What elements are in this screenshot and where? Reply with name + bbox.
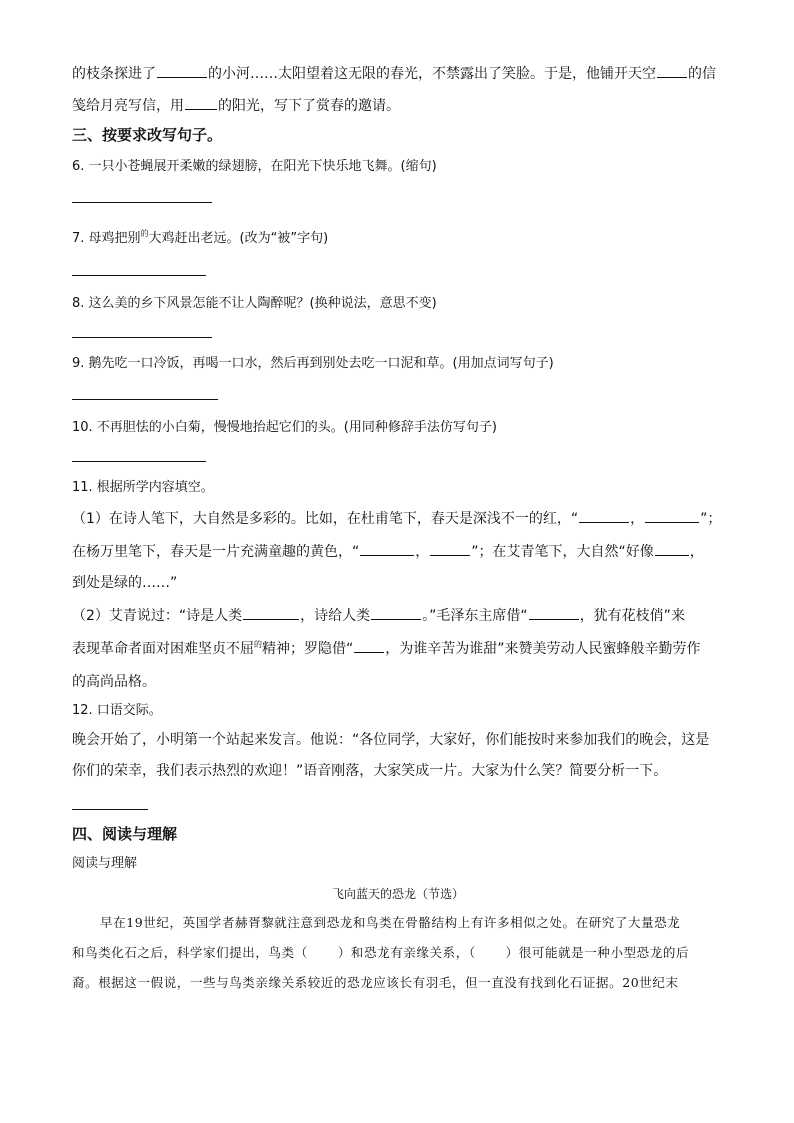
fill-blank[interactable] xyxy=(430,540,470,556)
question-12-title: 12. 口语交际。 xyxy=(72,703,162,718)
section-4-subtitle: 阅读与理解 xyxy=(72,856,138,871)
passage-line2: 和鸟类化石之后，科学家们提出，鸟类（ ）和恐龙有亲缘关系，（ ）很可能就是一种小型恐龙的后 xyxy=(72,945,690,960)
question-11-part2-line3: 的高尚品格。 xyxy=(72,674,156,690)
fill-blank[interactable] xyxy=(371,604,421,620)
fill-blank[interactable] xyxy=(243,604,299,620)
passage-title: 飞向蓝天的恐龙（节选） xyxy=(331,887,464,901)
question-11-part2-line2: 表现革命者面对困难坚贞不屈$^的$精神；罗隐借“ ，为谁辛苦为谁甜”来赞美劳动人民蜜蜂般辛勤劳作 xyxy=(72,637,724,662)
answer-line-9[interactable] xyxy=(72,398,218,400)
passage-line3: 裔。根据这一假说，一些与鸟类亲缘关系较近的恐龙应该长有羽毛，但一直没有找到化石证据。20世纪末 xyxy=(72,975,679,990)
question-11-part1-line3: 到处是绿的……” xyxy=(72,575,178,591)
section-heading-4: 四、阅读与理解 xyxy=(72,825,178,843)
answer-line-10[interactable] xyxy=(72,460,206,462)
question-6: 6. 一只小苍蝇展开柔嫩的绿翅膀，在阳光下快乐地飞舞。(缩句) xyxy=(72,159,437,174)
fill-blank[interactable] xyxy=(157,62,207,78)
paragraph-continuation-line2: 笺给月亮写信，用 的阳光，写下了赏春的邀请。 xyxy=(72,94,724,117)
fill-blank[interactable] xyxy=(657,62,687,78)
fill-blank[interactable] xyxy=(645,507,699,523)
document-page xyxy=(72,58,724,998)
ruby-mark: 的 xyxy=(140,229,149,238)
question-8: 8. 这么美的乡下风景怎能不让人陶醉呢？(换种说法，意思不变) xyxy=(72,296,437,311)
ruby-mark: 的 xyxy=(254,640,262,649)
fill-blank[interactable] xyxy=(655,540,689,556)
fill-blank[interactable] xyxy=(529,604,579,620)
question-12-line2: 你们的荣幸，我们表示热烈的欢迎！”语音刚落，大家笑成一片。大家为什么笑？简要分析一下。 xyxy=(72,763,668,779)
question-11-part2-line1: （2）艾青说过：“诗是人类 ，诗给人类 。”毛泽东主席借“ ，犹有花枝俏”来 xyxy=(72,604,724,627)
fill-blank[interactable] xyxy=(579,507,629,523)
answer-line-7[interactable] xyxy=(72,274,206,276)
question-12-line1: 晚会开始了，小明第一个站起来发言。他说：“各位同学，大家好，你们能按时来参加我们的晚会，这是 xyxy=(72,732,710,748)
question-9: 9. 鹅先吃一口冷饭，再喝一口水，然后再到别处去吃一口泥和草。(用加点词写句子) xyxy=(72,356,554,371)
passage-line1: 早在19世纪，英国学者赫胥黎就注意到恐龙和鸟类在骨骼结构上有许多相似之处。在研究了大量恐龙 xyxy=(100,915,681,930)
fill-blank[interactable] xyxy=(354,637,384,653)
question-11-title: 11. 根据所学内容填空。 xyxy=(72,480,214,495)
fill-blank[interactable] xyxy=(185,94,217,110)
answer-line-8[interactable] xyxy=(72,336,212,338)
question-11-part1-line1: （1）在诗人笔下，大自然是多彩的。比如，在杜甫笔下，春天是深浅不一的红，“ ， ”； xyxy=(72,507,724,530)
paragraph-continuation-line1: 的枝条探进了 的小河……太阳望着这无限的春光，不禁露出了笑脸。于是，他铺开天空 的信 xyxy=(72,62,724,85)
question-7: 7. 母鸡把别$^的$大鸡赶出老远。(改为“被”字句) xyxy=(72,229,329,246)
question-11-part1-line2: 在杨万里笔下，春天是一片充满童趣的黄色，“ ， ”；在艾青笔下，大自然“好像 ， xyxy=(72,540,724,563)
fill-blank[interactable] xyxy=(360,540,414,556)
section-heading-3: 三、按要求改写句子。 xyxy=(72,126,223,144)
question-10: 10. 不再胆怯的小白菊，慢慢地抬起它们的头。(用同种修辞手法仿写句子) xyxy=(72,420,497,435)
answer-line-12[interactable] xyxy=(72,808,148,810)
answer-line-6[interactable] xyxy=(72,201,212,203)
